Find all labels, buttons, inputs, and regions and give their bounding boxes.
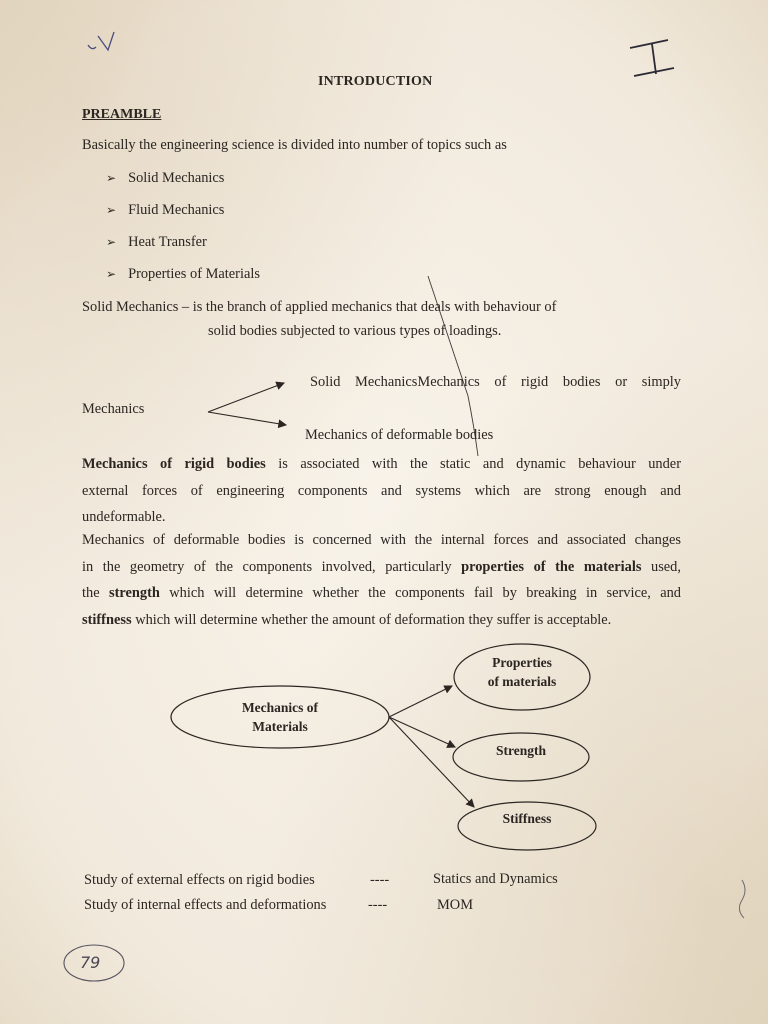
list-item: ➢ Properties of Materials: [106, 266, 260, 282]
label-stiffness: Stiffness: [502, 811, 552, 826]
table-row-sep: ----: [368, 897, 388, 913]
list-item: ➢ Fluid Mechanics: [106, 202, 225, 218]
preamble-heading: PREAMBLE: [82, 107, 162, 122]
list-item: ➢ Solid Mechanics: [106, 170, 225, 186]
paragraph-rigid-bodies: Mechanics of rigid bodies is associated with the static and dynamic behaviour under external forces of engineering components and systems which are strong enough and undeformable.: [82, 456, 681, 525]
table-row-subject: Study of external effects on rigid bodies: [84, 872, 315, 888]
page-title: INTRODUCTION: [318, 74, 433, 89]
label-strength: Strength: [495, 743, 546, 758]
page-number: 79: [80, 953, 101, 972]
table-row-subject: Study of internal effects and deformations: [84, 897, 327, 913]
label-mechanics-of-materials: Mechanics of Materials: [241, 700, 319, 734]
edge-stiffness: [389, 717, 474, 807]
table-row-sep: ----: [370, 872, 390, 888]
bullet-arrow-icon: ➢: [106, 267, 117, 281]
branch-top: Solid MechanicsMechanics of rigid bodies or simply: [310, 374, 681, 390]
edge-properties: [389, 686, 452, 717]
bullet-arrow-icon: ➢: [106, 171, 117, 185]
preamble-intro: Basically the engineering science is divided into number of topics such as: [82, 137, 507, 153]
list-item: ➢ Heat Transfer: [106, 234, 207, 250]
definition-line-2: solid bodies subjected to various types of loadings.: [208, 323, 502, 339]
label-properties: Properties of materials: [487, 655, 557, 689]
branch-bottom: Mechanics of deformable bodies: [305, 427, 494, 443]
bullet-arrow-icon: ➢: [106, 203, 117, 217]
definition-line-1: Solid Mechanics – is the branch of applied mechanics that deals with behaviour of: [82, 299, 557, 315]
edge-strength: [389, 717, 455, 747]
bullet-arrow-icon: ➢: [106, 235, 117, 249]
branch-root: Mechanics: [82, 401, 145, 417]
table-row-topic: Statics and Dynamics: [433, 871, 558, 887]
table-row-topic: MOM: [437, 897, 473, 913]
paragraph-deformable-bodies: Mechanics of deformable bodies is concerned with the internal forces and associated changes in the geometry of the components involved, particularly properties of the materials used, the strength which will determine whether the components fail by breaking in service, and stiffness which will determine whether the amount of deformation they suffer is acceptable.: [82, 532, 681, 628]
